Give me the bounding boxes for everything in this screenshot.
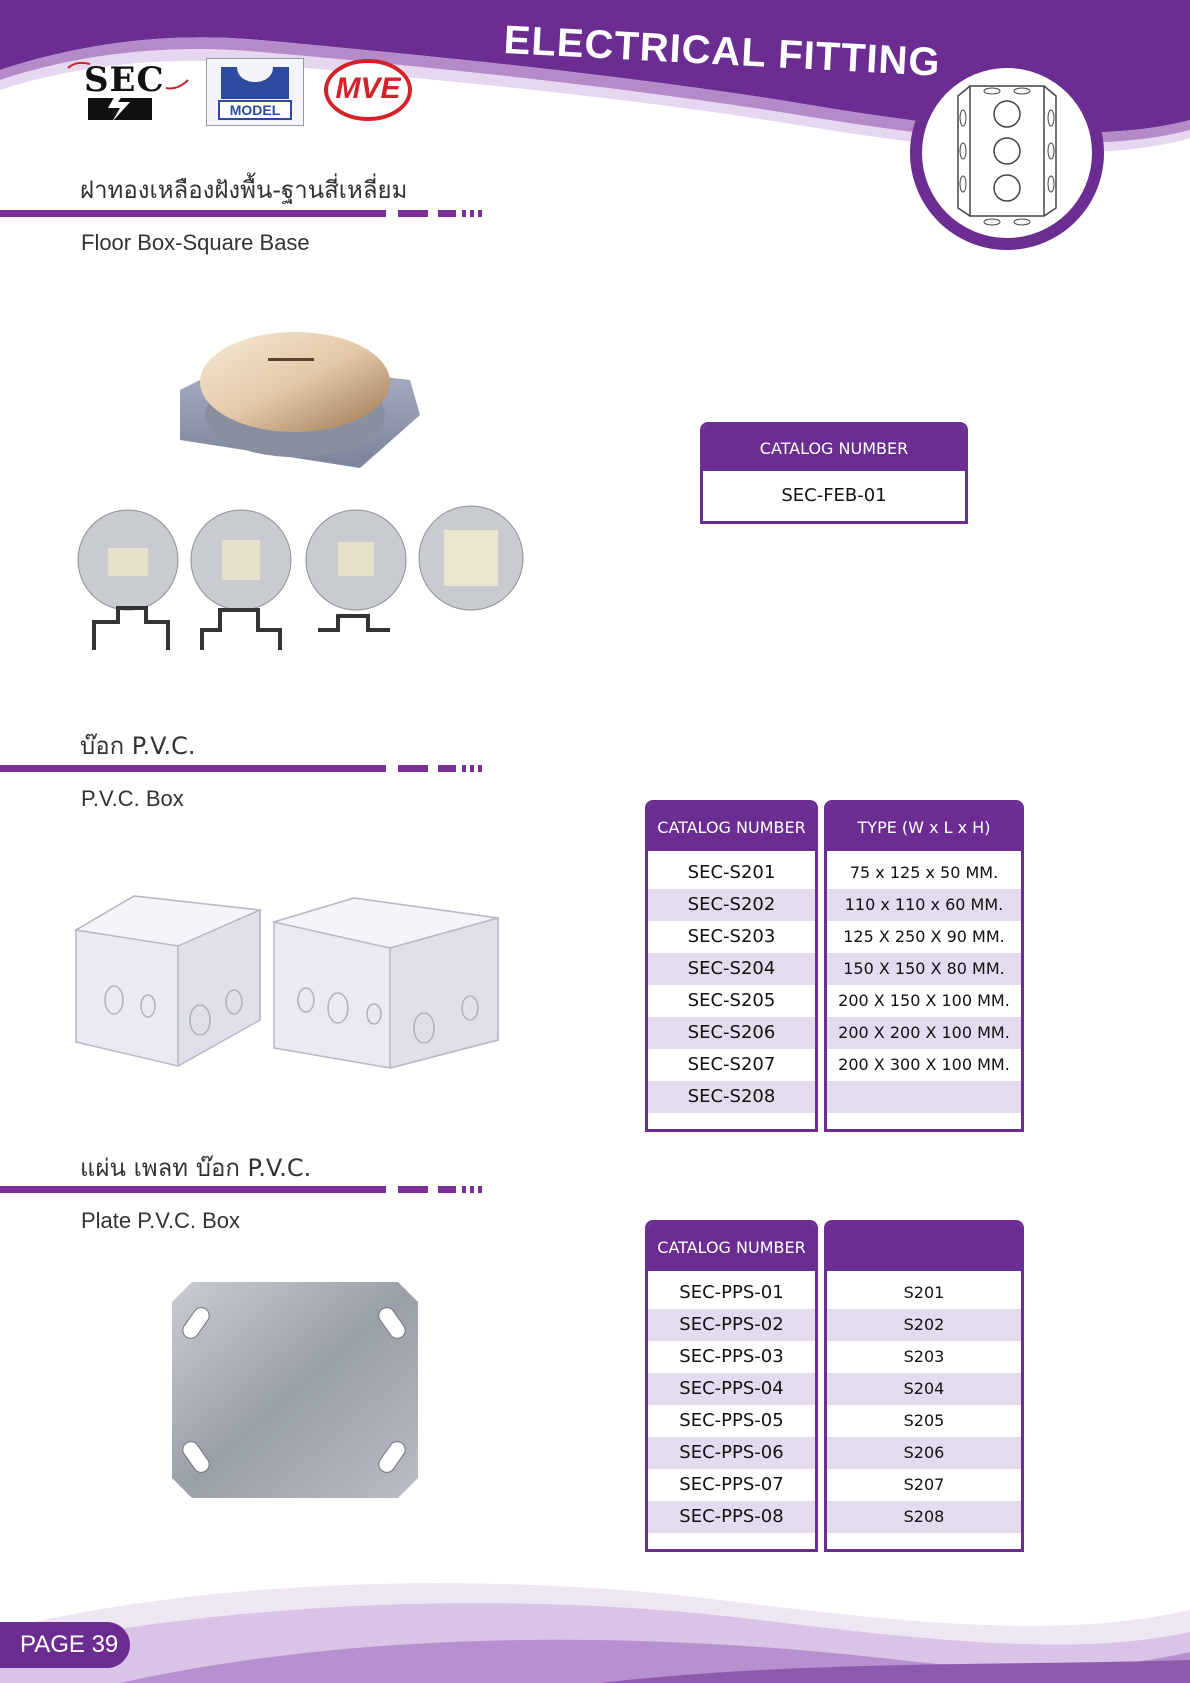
model-logo-text: MODEL [229, 102, 281, 118]
catalog-value: SEC-FEB-01 [781, 485, 887, 506]
catalog-header: CATALOG NUMBER [648, 803, 815, 851]
table-row: SEC-S203 [687, 926, 776, 947]
pvc-box-title-th: บ๊อก P.V.C. [80, 732, 196, 760]
table-row: S207 [903, 1475, 945, 1494]
table-row: SEC-S208 [648, 1081, 815, 1113]
table-row: SEC-S201 [687, 862, 776, 883]
table-row: SEC-S206 [648, 1017, 815, 1049]
floor-box-accessories-image [76, 500, 526, 660]
plate-box-catalog-column [645, 1220, 818, 1552]
table-row: S202 [827, 1309, 1021, 1341]
plate-box-fit-column [824, 1220, 1024, 1552]
plate-image [170, 1280, 420, 1500]
floor-box-title-en: Floor Box-Square Base [81, 230, 310, 255]
mve-logo [322, 58, 414, 122]
plate-box-title-en: Plate P.V.C. Box [81, 1208, 240, 1233]
table-row: 200 X 300 X 100 MM. [838, 1055, 1010, 1074]
table-row: 200 X 150 X 100 MM. [838, 991, 1010, 1010]
mve-logo-text: MVE [335, 72, 401, 105]
table-row: SEC-PPS-04 [648, 1373, 815, 1405]
sec-logo [64, 58, 192, 124]
catalog-header: CATALOG NUMBER [648, 1223, 815, 1271]
catalog-header: CATALOG NUMBER [703, 425, 965, 471]
table-row [827, 1081, 1021, 1113]
pvc-box-title-en: P.V.C. Box [81, 786, 184, 811]
fit-header [827, 1223, 1021, 1271]
table-row: SEC-PPS-03 [679, 1346, 784, 1367]
pvc-box-catalog-column [645, 800, 818, 1132]
pvc-box-image [74, 890, 504, 1070]
table-row: S206 [827, 1437, 1021, 1469]
plate-box-title-th: แผ่น เพลท บ๊อก P.V.C. [80, 1154, 312, 1182]
table-row: S205 [903, 1411, 945, 1430]
page-number: PAGE 39 [0, 1622, 130, 1668]
table-row: SEC-PPS-01 [679, 1282, 784, 1303]
sec-logo-text: SEC [84, 60, 165, 100]
table-row: S204 [827, 1373, 1021, 1405]
type-header: TYPE (W x L x H) [827, 803, 1021, 851]
floor-box-title-th: ฝาทองเหลืองฝังพื้น-ฐานสี่เหลี่ยม [80, 176, 408, 204]
model-logo [206, 58, 304, 126]
table-row: 125 X 250 X 90 MM. [843, 927, 1005, 946]
table-row: SEC-S207 [687, 1054, 776, 1075]
junction-box-icon [922, 68, 1092, 238]
table-row: 110 x 110 x 60 MM. [827, 889, 1021, 921]
floor-box-image [170, 320, 430, 480]
table-row: S208 [827, 1501, 1021, 1533]
pvc-box-type-column [824, 800, 1024, 1132]
table-row: S203 [903, 1347, 945, 1366]
table-row: SEC-PPS-08 [648, 1501, 815, 1533]
table-row: SEC-PPS-06 [648, 1437, 815, 1469]
table-row: 150 X 150 X 80 MM. [827, 953, 1021, 985]
table-row: SEC-PPS-05 [679, 1410, 784, 1431]
table-row: SEC-S202 [648, 889, 815, 921]
table-row: SEC-PPS-07 [679, 1474, 784, 1495]
table-row: SEC-PPS-02 [648, 1309, 815, 1341]
table-row: SEC-S205 [687, 990, 776, 1011]
page-title: ELECTRICAL FITTING [502, 18, 942, 85]
table-row: SEC-S204 [648, 953, 815, 985]
table-row: 200 X 200 X 100 MM. [827, 1017, 1021, 1049]
footer-wave [0, 1570, 1190, 1683]
table-row: 75 x 125 x 50 MM. [849, 863, 999, 882]
product-badge [910, 56, 1104, 250]
floor-box-catalog-table [700, 422, 968, 524]
table-row: S201 [903, 1283, 945, 1302]
